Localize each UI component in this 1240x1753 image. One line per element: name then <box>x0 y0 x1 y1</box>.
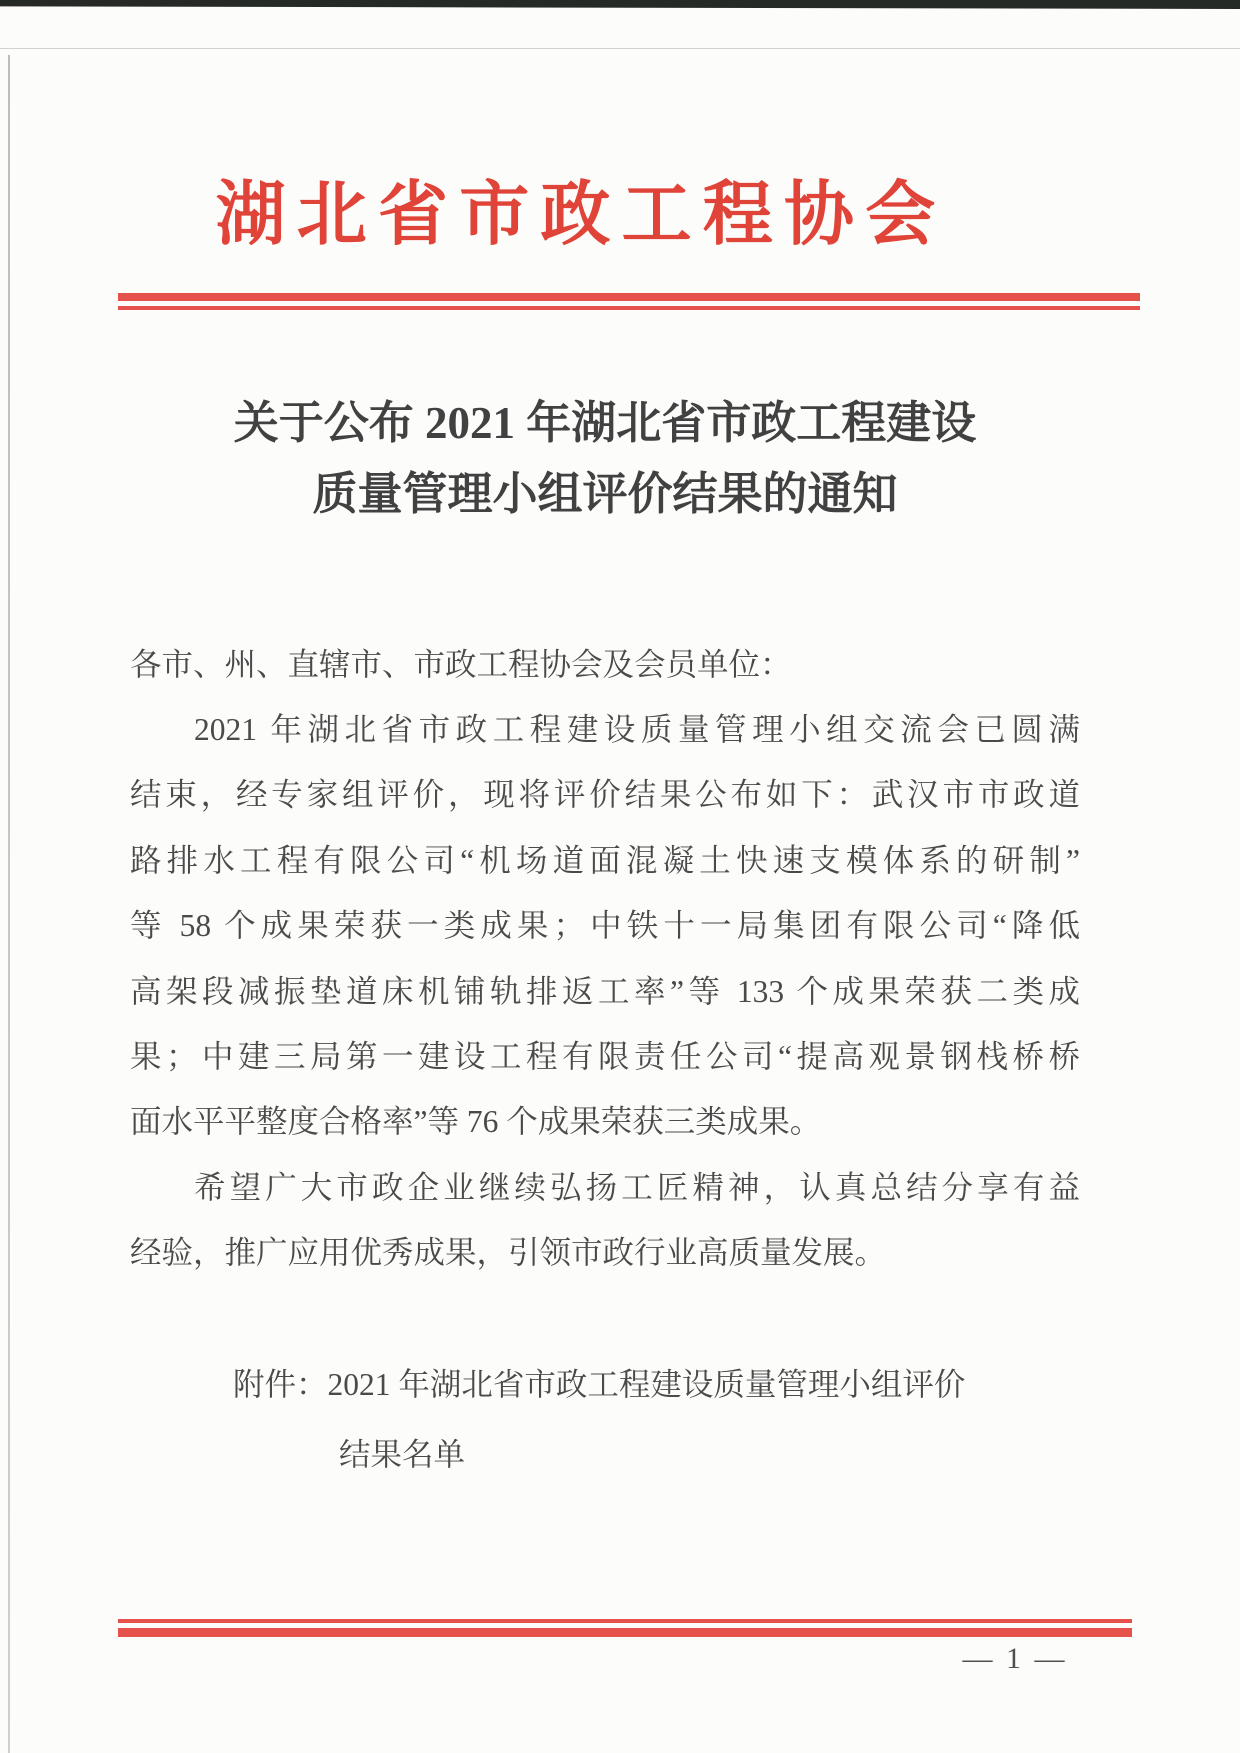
paragraph-results <box>130 697 1080 1155</box>
body-line: 面水平平整度合格率”等 76 个成果荣获三类成果。 <box>130 1104 822 1140</box>
paragraph-encouragement <box>130 1155 1080 1286</box>
letterhead-org-name: 湖北省市政工程协会 <box>215 177 947 254</box>
body-line: 希望广大市政企业继续弘扬工匠精神，认真总结分享有益 <box>194 1170 1080 1205</box>
letterhead-rule-thick <box>118 293 1140 301</box>
body-line: 高架段减振垫道床机铺轨排返工率”等 133 个成果荣获二类成 <box>130 973 1080 1009</box>
body-line: 经验，推广应用优秀成果，引领市政行业高质量发展。 <box>130 1235 887 1271</box>
body-line: 2021 年湖北省市政工程建设质量管理小组交流会已圆满 <box>194 712 1080 747</box>
salutation <box>130 632 1080 697</box>
body-line: 路排水工程有限公司“机场道面混凝土快速支模体系的研制” <box>130 842 1080 878</box>
attachment-line2: 结果名单 <box>339 1437 466 1472</box>
document-title <box>130 388 1080 530</box>
document-title-line2: 质量管理小组评价结果的通知 <box>312 469 898 519</box>
body-line: 果；中建三局第一建设工程有限责任公司“提高观景钢栈桥桥 <box>130 1039 1080 1075</box>
attachment-line1: 附件：2021 年湖北省市政工程建设质量管理小组评价 <box>233 1367 966 1402</box>
body-line: 结束，经专家组评价，现将评价结果公布如下：武汉市市政道 <box>130 777 1080 813</box>
scan-edge-top-bar <box>0 0 1240 9</box>
scan-page-top-edge-line <box>0 48 1240 49</box>
footer-rule-thick <box>118 1628 1132 1637</box>
attachment-note <box>130 1350 1080 1490</box>
footer-rule-thin <box>118 1619 1132 1623</box>
document-title-line1: 关于公布 2021 年湖北省市政工程建设 <box>233 398 977 448</box>
salutation-line: 各市、州、直辖市、市政工程协会及会员单位： <box>130 647 792 682</box>
letterhead-rule-thin <box>118 306 1140 310</box>
body-line: 等 58 个成果荣获一类成果；中铁十一局集团有限公司“降低 <box>130 908 1080 944</box>
scan-page-left-edge-line <box>8 55 10 1753</box>
page-number: — 1 — <box>962 1642 1068 1675</box>
